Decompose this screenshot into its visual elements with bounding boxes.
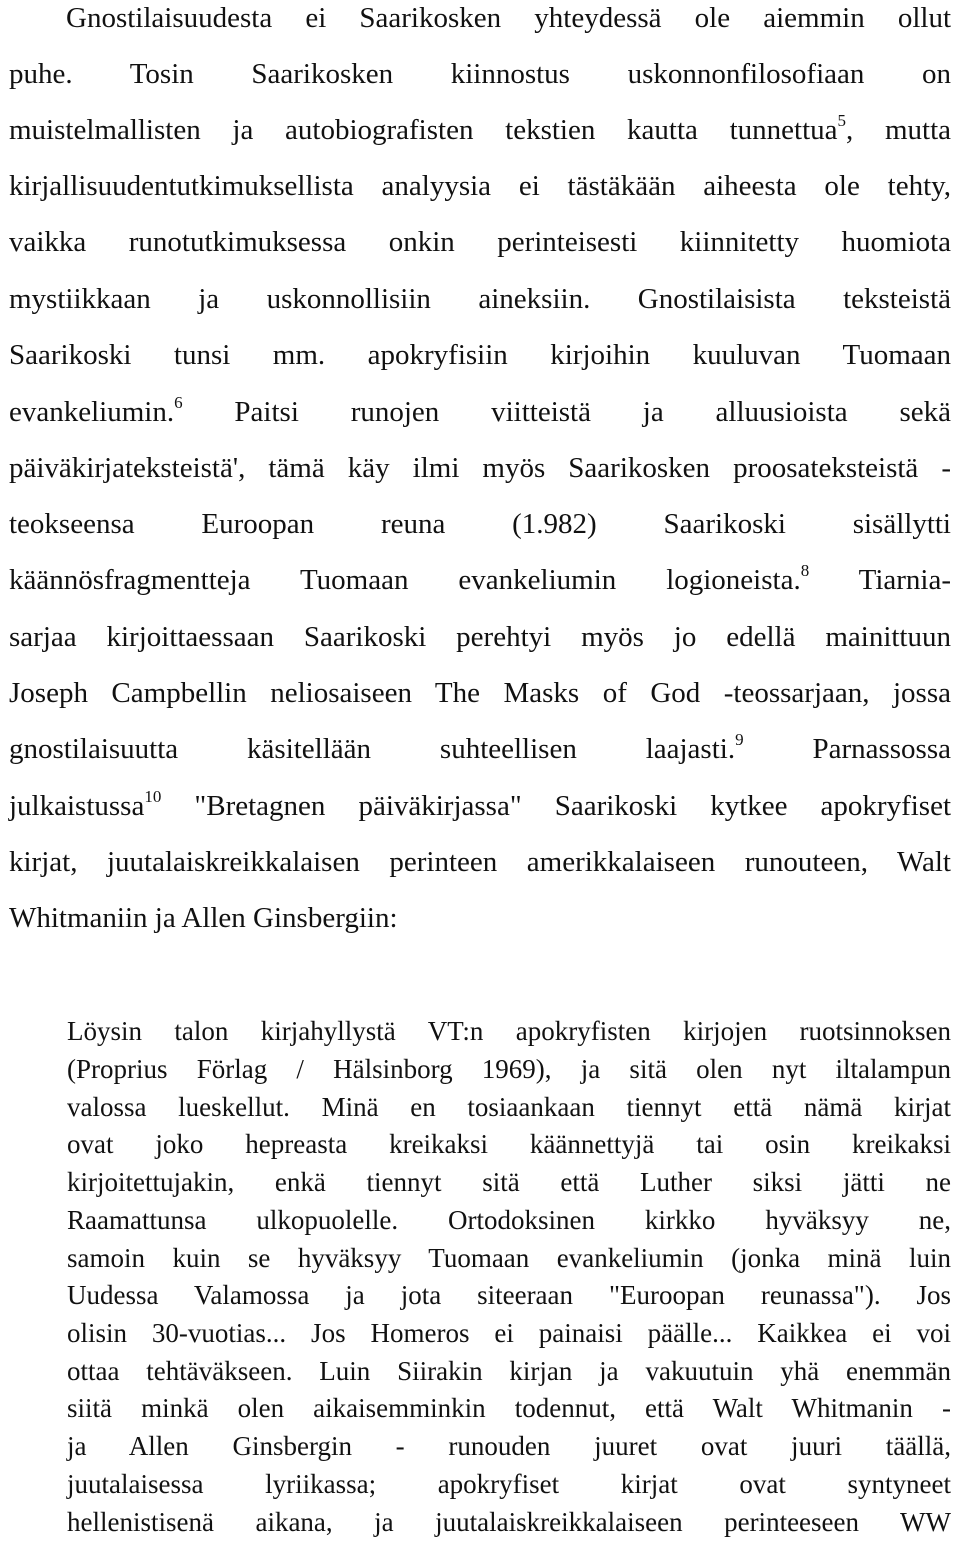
quote-line: ja Allen Ginsbergin - runouden juuret ovat juuri täällä, [67,1431,951,1461]
paragraph-line [0,112,951,148]
quote-line: ovat joko hepreasta kreikaksi käännettyjä tai osin kreikaksi [67,1129,951,1159]
paragraph-line [0,675,951,711]
line-text: Joseph Campbellin neliosaiseen The Masks of God -teossarjaan, jossa [9,677,951,709]
line-text: sarjaa kirjoittaessaan Saarikoski perehtyi myös jo edellä mainittuun [9,621,951,653]
line-text: gnostilaisuutta käsitellään suhteellisen laajasti. [9,733,736,765]
paragraph-line [0,281,951,317]
line-text: muistelmallisten ja autobiografisten tekstien kautta tunnettua [9,114,838,146]
quote-line: Raamattunsa ulkopuolelle. Ortodoksinen kirkko hyväksyy ne, [67,1205,951,1235]
quote-line: juutalaisessa lyriikassa; apokryfiset kirjat ovat syntyneet [67,1469,951,1499]
quote-line: siitä minkä olen aikaisemminkin todennut, että Walt Whitmanin - [67,1393,951,1423]
line-text: kirjat, juutalaiskreikkalaisen perinteen amerikkalaiseen runouteen, Walt [9,846,951,878]
paragraph-line [0,506,951,542]
line-text: puhe. Tosin Saarikosken kiinnostus uskonnonfilosofiaan on [9,58,951,90]
footnote-marker: 8 [800,561,810,580]
quote-line: valossa lueskellut. Minä en tosiaankaan tiennyt että nämä kirjat [67,1092,951,1122]
line-text: , mutta [846,114,952,146]
paragraph-line [0,788,951,824]
paragraph-line [0,224,951,260]
line-text: Paitsi runojen viitteistä ja alluusioista sekä [182,396,951,428]
footnote-marker: 10 [144,787,162,806]
paragraph-line [0,394,951,430]
quote-line: Uudessa Valamossa ja jota siteeraan "Euroopan reunassa"). Jos [67,1280,951,1310]
paragraph-line [0,337,951,373]
line-text: Parnassossa [743,733,951,765]
paragraph-line [0,0,951,36]
paragraph-line [0,731,951,767]
paragraph-line [0,56,951,92]
line-text: kirjallisuudentutkimuksellista analyysia ei tästäkään aiheesta ole tehty, [9,170,951,202]
quote-line: kirjoitettujakin, enkä tiennyt sitä että Luther siksi jätti ne [67,1167,951,1197]
line-text: Tiarnia- [809,564,952,596]
line-text: julkaistussa [9,790,145,822]
paragraph-line [0,900,951,936]
line-text: "Bretagnen päiväkirjassa" Saarikoski kytkee apokryfiset [161,790,951,822]
line-text: Whitmaniin ja Allen Ginsbergiin: [9,902,398,934]
quote-line: hellenistisenä aikana, ja juutalaiskreikkalaiseen perinteeseen WW [67,1507,951,1537]
line-text: Saarikoski tunsi mm. apokryfisiin kirjoihin kuuluvan Tuomaan [9,339,951,371]
footnote-marker: 9 [735,730,744,749]
quote-line: olisin 30-vuotias... Jos Homeros ei painaisi päälle... Kaikkea ei voi [67,1318,951,1348]
paragraph-line [0,844,951,880]
line-text: Gnostilaisuudesta ei Saarikosken yhteydessä ole aiemmin ollut [66,2,951,34]
paragraph-line [0,168,951,204]
paragraph-line [0,562,951,598]
line-text: evankeliumin. [9,396,175,428]
quote-line: Löysin talon kirjahyllystä VT:n apokryfisten kirjojen ruotsinnoksen [67,1016,951,1046]
quote-line: ottaa tehtäväkseen. Luin Siirakin kirjan ja vakuutuin yhä enemmän [67,1356,951,1386]
line-text: käännösfragmentteja Tuomaan evankeliumin logioneista. [9,564,801,596]
line-text: mystiikkaan ja uskonnollisiin aineksiin. Gnostilaisista teksteistä [9,283,951,315]
quote-line: samoin kuin se hyväksyy Tuomaan evankeliumin (jonka minä luin [67,1243,951,1273]
line-text: vaikka runotutkimuksessa onkin perinteisesti kiinnitetty huomiota [9,226,951,258]
quote-line: (Proprius Förlag / Hälsinborg 1969), ja sitä olen nyt iltalampun [67,1054,951,1084]
line-text: teokseensa Euroopan reuna (1.982) Saarikoski sisällytti [9,508,951,540]
footnote-marker: 5 [837,111,847,130]
line-text: päiväkirjateksteistä', tämä käy ilmi myös Saarikosken proosateksteistä - [9,452,951,484]
paragraph-line [0,619,951,655]
paragraph-line [0,450,951,486]
footnote-marker: 6 [174,393,183,412]
